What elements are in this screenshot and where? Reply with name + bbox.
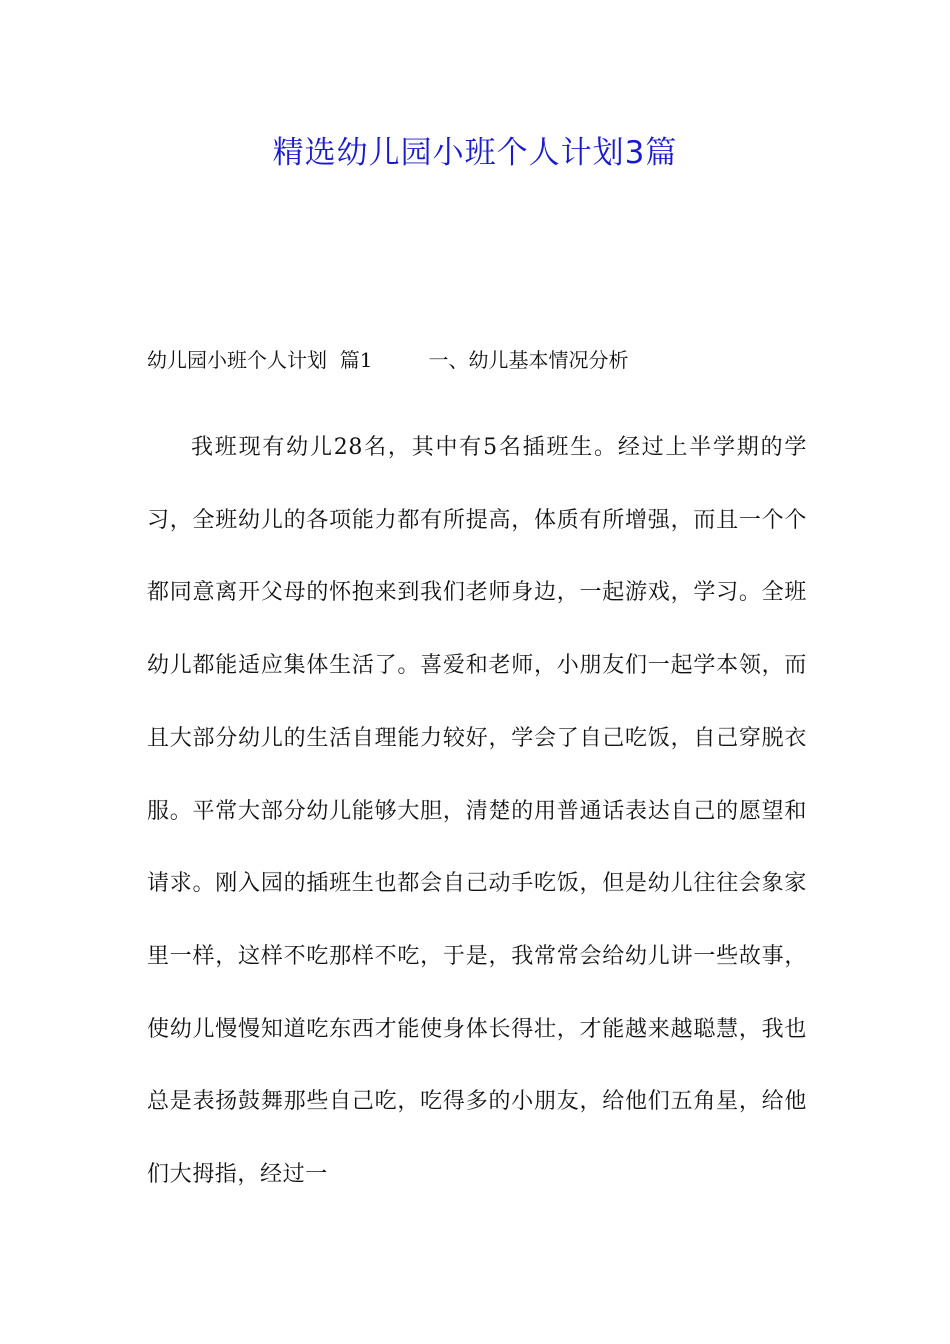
article-heading-line (147, 340, 807, 380)
section-heading: 一、幼儿基本情况分析 (428, 348, 629, 372)
body-paragraph: 我班现有幼儿28名，其中有5名插班生。经过上半学期的学习，全班幼儿的各项能力都有所提高，体质有所增强，而且一个个都同意离开父母的怀抱来到我们老师身边，一起游戏，学习。全班幼儿都能适应集体生活了。喜爱和老师，小朋友们一起学本领，而且大部分幼儿的生活自理能力较好，学会了自己吃饭，自己穿脱衣服。平常大部分幼儿能够大胆，清楚的用普通话表达自己的愿望和请求。刚入园的插班生也都会自己动手吃饭，但是幼儿往往会象家里一样，这样不吃那样不吃，于是，我常常会给幼儿讲一些故事，使幼儿慢慢知道吃东西才能使身体长得壮，才能越来越聪慧，我也总是表扬鼓舞那些自己吃，吃得多的小朋友，给他们五角星，给他们大拇指，经过一 (147, 435, 807, 1188)
article-heading: 幼儿园小班个人计划 篇1 (147, 348, 373, 372)
document-title: 精选幼儿园小班个人计划3篇 (272, 135, 678, 171)
